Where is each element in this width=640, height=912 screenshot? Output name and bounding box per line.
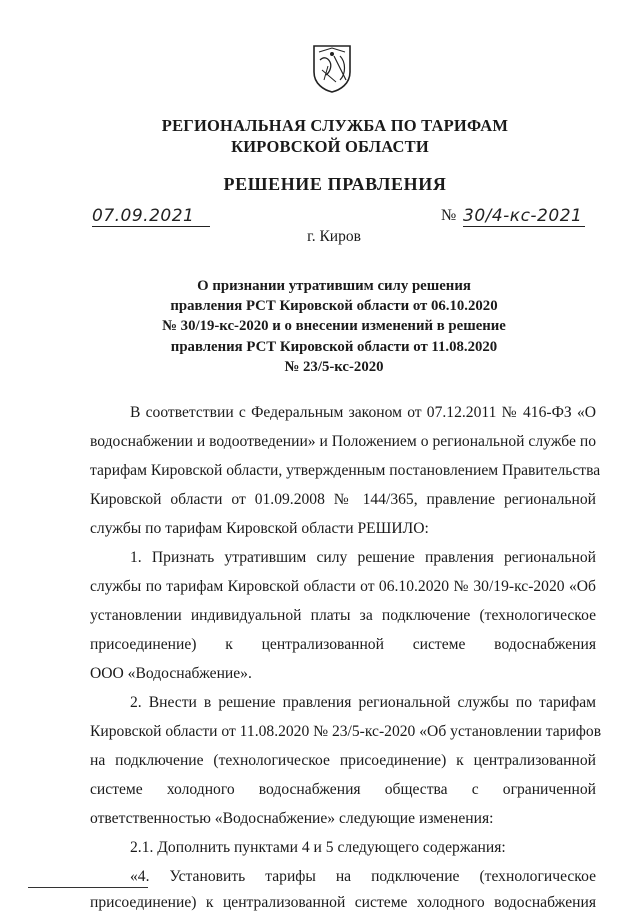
subject-line: № 30/19-кс-2020 и о внесении изменений в решение (162, 318, 506, 335)
decision-date: 07.09.2021 (92, 206, 210, 227)
decision-subject (0, 276, 640, 377)
body-line: системе холодного водоснабжения общества с ограниченной (90, 781, 596, 798)
body-line: водоснабжении и водоотведении» и Положением о региональной службе по (90, 433, 596, 450)
agency-name-line-2: КИРОВСКОЙ ОБЛАСТИ (231, 137, 429, 156)
subject-line: О признании утратившим силу решения (197, 278, 471, 294)
body-line: ответственностью «Водоснабжение» следующие изменения: (90, 810, 494, 827)
subject-line: № 23/5-кс-2020 (284, 358, 384, 375)
document-type-title: РЕШЕНИЕ ПРАВЛЕНИЯ (223, 174, 447, 194)
body-line: службы по тарифам Кировской области РЕШИЛО: (90, 520, 429, 537)
city-label: г. Киров (307, 228, 361, 245)
body-line: 2. Внести в решение правления региональной службы по тарифам (130, 694, 596, 711)
body-line: тарифам Кировской области, утвержденным постановлением Правительства (90, 462, 601, 479)
number-label: № (441, 207, 457, 224)
body-line: В соответствии с Федеральным законом от 07.12.2011 № 416-ФЗ «О (130, 404, 596, 421)
body-line: присоединение) к централизованной системе водоснабжения (90, 636, 596, 653)
subject-line: правления РСТ Кировской области от 11.08.2020 (170, 338, 498, 355)
body-line: службы по тарифам Кировской области от 06.10.2020 № 30/19-кс-2020 «Об (90, 578, 596, 595)
body-line: на подключение (технологическое присоединение) к централизованной (90, 752, 596, 769)
body-line: 2.1. Дополнить пунктами 4 и 5 следующего содержания: (130, 839, 506, 856)
agency-name-line-1: РЕГИОНАЛЬНАЯ СЛУЖБА ПО ТАРИФАМ (161, 116, 509, 135)
body-line: присоединение) к централизованной системе холодного водоснабжения (90, 894, 596, 911)
body-line: Кировской области от 01.09.2008 № 144/365, правление региональной (90, 491, 596, 508)
body-line: 1. Признать утратившим силу решение правления региональной (130, 549, 596, 566)
body-line: установлении индивидуальной платы за подключение (технологическое (90, 607, 596, 624)
footnote-divider (28, 887, 148, 888)
body-line: «4. Установить тарифы на подключение (технологическое (130, 868, 596, 885)
body-line: ООО «Водоснабжение». (90, 665, 252, 682)
subject-line: правления РСТ Кировской области от 06.10.2020 (170, 298, 498, 315)
coat-of-arms-icon (310, 42, 354, 94)
body-line: Кировской области от 11.08.2020 № 23/5-кс-2020 «Об установлении тарифов (90, 723, 602, 740)
decision-number: 30/4-кс-2021 (463, 206, 585, 227)
